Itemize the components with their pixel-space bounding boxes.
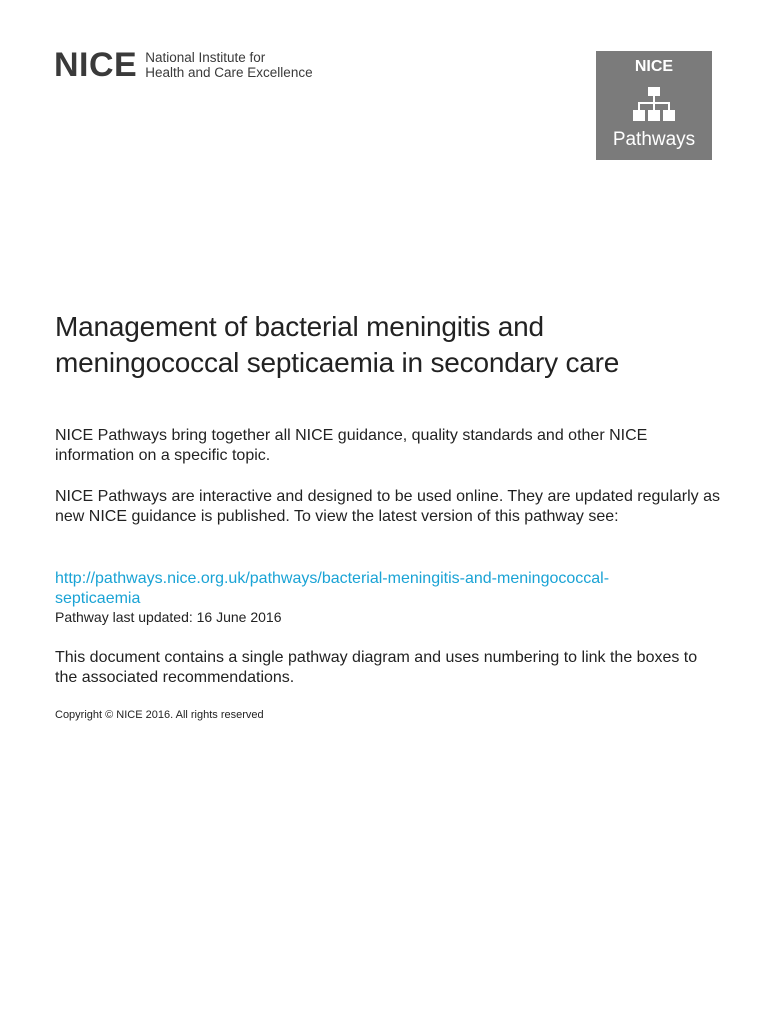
nice-logo [54,48,313,82]
nice-pathways-badge [596,51,712,160]
logo-text [145,50,312,80]
badge-title: NICE [634,58,674,75]
logo-line-2: Health and Care Excellence [145,65,313,80]
pathway-link[interactable]: http://pathways.nice.org.uk/pathways/bacterial-meningitis-and-meningococcal-septicaemia [55,570,610,607]
logo-line-1: National Institute for [145,50,266,65]
copyright-notice: Copyright © NICE 2016. All rights reserved [55,709,264,721]
page-title: Management of bacterial meningitis and meningococcal septicaemia in secondary care [55,311,620,378]
intro-paragraph: NICE Pathways bring together all NICE guidance, quality standards and other NICE information on a specific topic. [55,427,648,464]
badge-label: Pathways [612,129,696,150]
interactive-paragraph: NICE Pathways are interactive and designed to be used online. They are updated regularly as new NICE guidance is published. To view the latest version of this pathway see: [55,488,720,525]
pathway-link-paragraph [55,569,675,609]
logo-mark: NICE [54,46,138,84]
hierarchy-icon [633,87,675,121]
document-note: This document contains a single pathway diagram and uses numbering to link the boxes to the associated recommendations. [55,649,698,686]
last-updated: Pathway last updated: 16 June 2016 [55,609,282,625]
